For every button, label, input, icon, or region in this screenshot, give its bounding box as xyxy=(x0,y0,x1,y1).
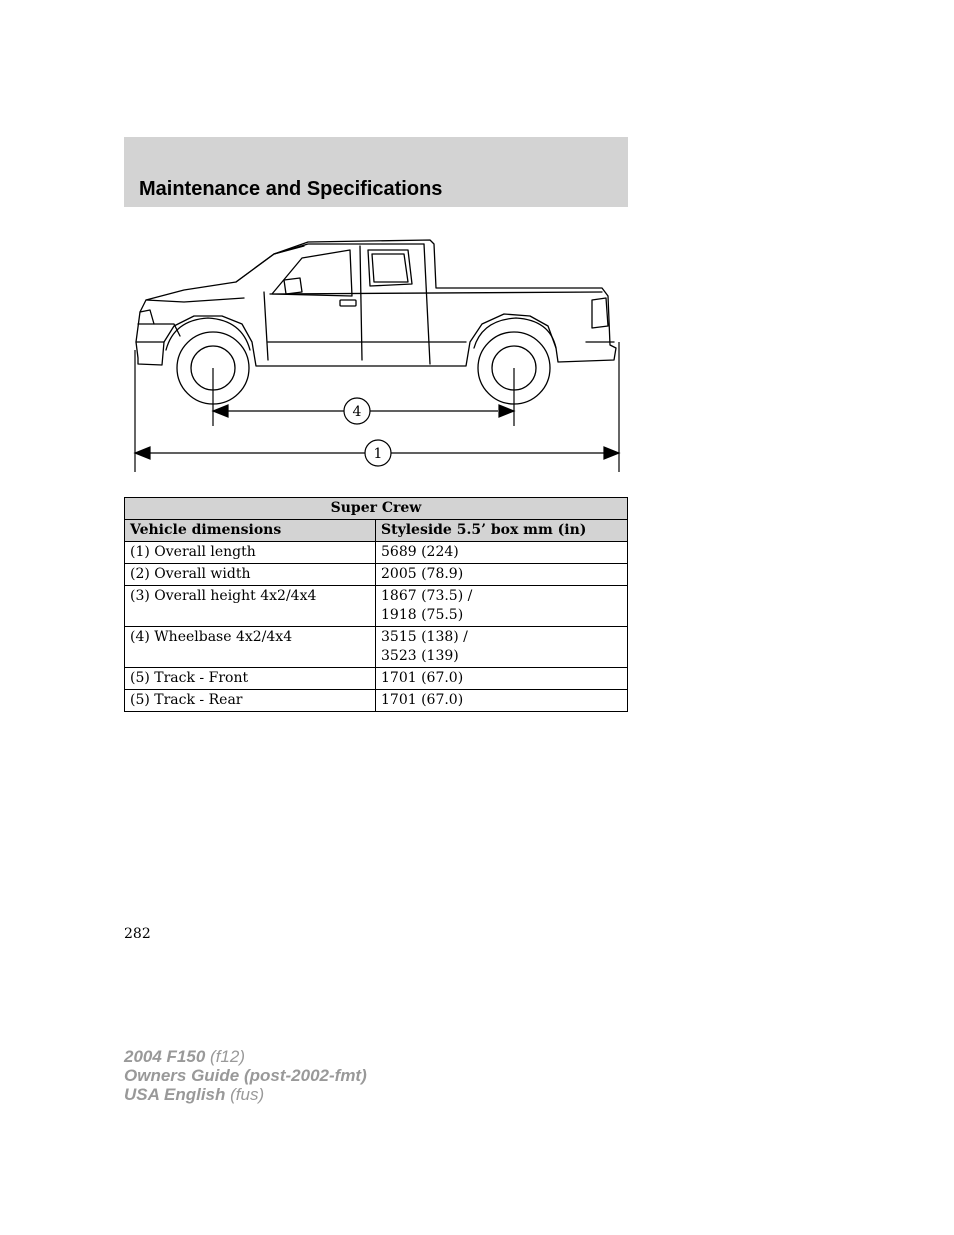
table-row xyxy=(125,542,628,564)
truck-dimension-figure xyxy=(124,230,628,480)
row-label: (1) Overall length xyxy=(125,542,376,564)
truck-side-view-illustration xyxy=(124,230,628,480)
row-value: 5689 (224) xyxy=(376,542,628,564)
document-footer xyxy=(124,1047,367,1104)
callout-wheelbase: 4 xyxy=(352,404,362,420)
callout-overall-length: 1 xyxy=(373,446,383,462)
vehicle-dimensions-table xyxy=(124,497,628,712)
table-row xyxy=(125,668,628,690)
row-label: (2) Overall width xyxy=(125,564,376,586)
row-label: (4) Wheelbase 4x2/4x4 xyxy=(125,627,376,668)
section-header-band xyxy=(124,137,628,207)
footer-line-guide: Owners Guide (post-2002-fmt) xyxy=(124,1066,367,1085)
table-caption-row xyxy=(125,498,628,520)
column-header-dimension: Vehicle dimensions xyxy=(125,520,376,542)
page-number: 282 xyxy=(124,926,151,942)
table-row xyxy=(125,564,628,586)
table-row xyxy=(125,690,628,712)
table-row xyxy=(125,586,628,627)
table-header-row xyxy=(125,520,628,542)
row-label: (5) Track - Rear xyxy=(125,690,376,712)
table-caption: Super Crew xyxy=(125,498,628,520)
row-value: 2005 (78.9) xyxy=(376,564,628,586)
column-header-value: Styleside 5.5’ box mm (in) xyxy=(376,520,628,542)
row-label: (3) Overall height 4x2/4x4 xyxy=(125,586,376,627)
footer-line-language: USA English (fus) xyxy=(124,1085,265,1104)
row-value: 3515 (138) / 3523 (139) xyxy=(376,627,628,668)
table-row xyxy=(125,627,628,668)
footer-line-model: 2004 F150 (f12) xyxy=(124,1047,245,1066)
row-value: 1701 (67.0) xyxy=(376,690,628,712)
row-value: 1867 (73.5) / 1918 (75.5) xyxy=(376,586,628,627)
row-value: 1701 (67.0) xyxy=(376,668,628,690)
row-label: (5) Track - Front xyxy=(125,668,376,690)
section-title: Maintenance and Specifications xyxy=(139,178,443,200)
